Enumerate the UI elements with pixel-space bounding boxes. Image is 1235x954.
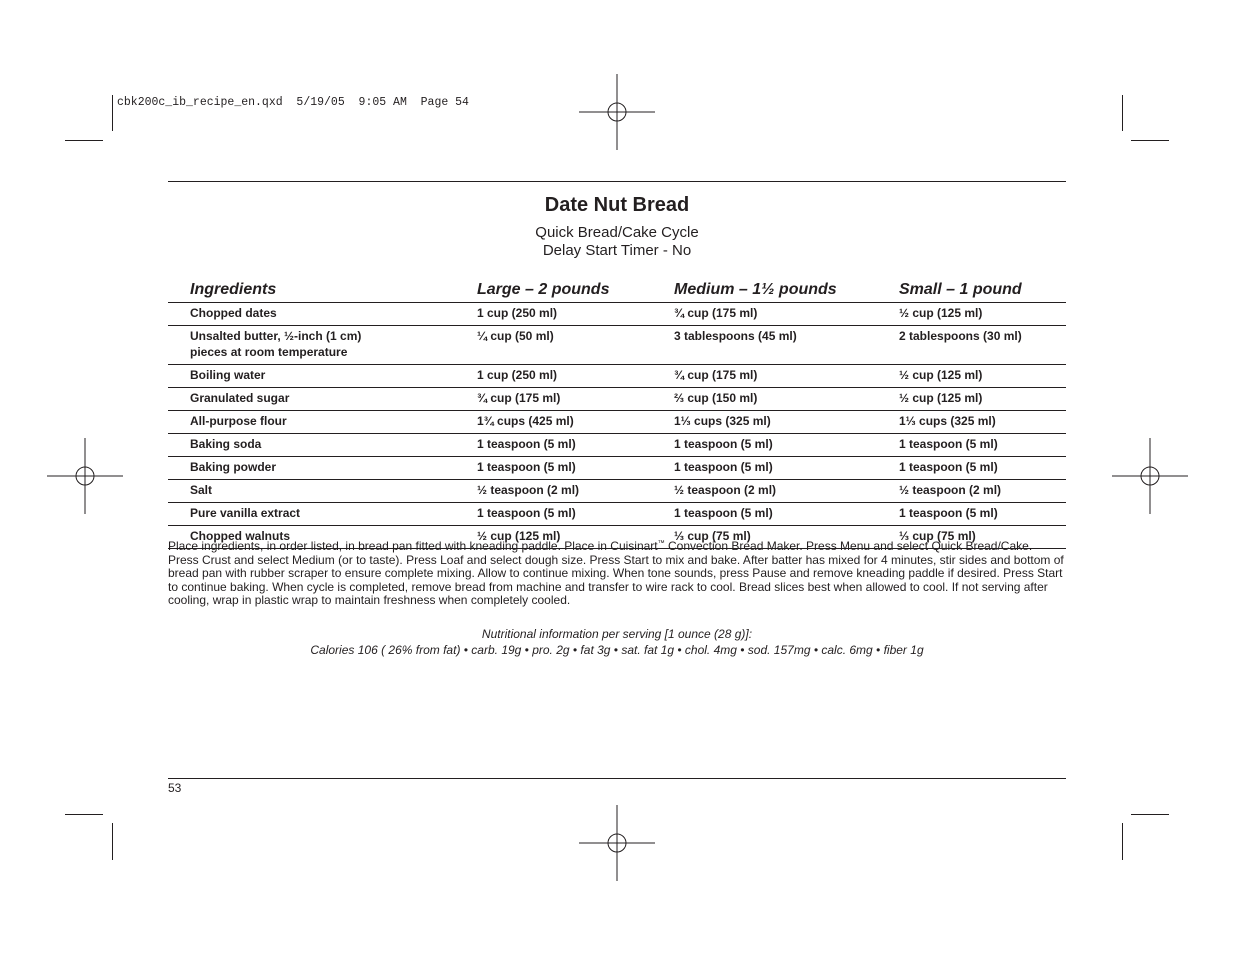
registration-mark-bottom bbox=[579, 805, 655, 881]
column-header-small: Small – 1 pound bbox=[877, 277, 1066, 303]
amount-medium: ½ teaspoon (2 ml) bbox=[652, 480, 877, 503]
table-header-row bbox=[168, 277, 1066, 303]
table-row bbox=[168, 303, 1066, 326]
table-row bbox=[168, 457, 1066, 480]
amount-large: 1 cup (250 ml) bbox=[455, 303, 652, 326]
amount-medium: 3 tablespoons (45 ml) bbox=[652, 326, 877, 365]
registration-mark-left bbox=[47, 438, 123, 514]
top-rule bbox=[168, 181, 1066, 182]
ingredient-name: Boiling water bbox=[168, 365, 455, 388]
table-row bbox=[168, 503, 1066, 526]
instructions-paragraph bbox=[168, 537, 1066, 608]
amount-medium: ⅓ cup (75 ml) bbox=[652, 526, 877, 549]
recipe-title: Date Nut Bread bbox=[544, 194, 690, 216]
amount-small: ⅓ cup (75 ml) bbox=[877, 526, 1066, 549]
amount-large: ½ teaspoon (2 ml) bbox=[455, 480, 652, 503]
amount-small: ½ teaspoon (2 ml) bbox=[877, 480, 1066, 503]
amount-medium: ⅔ cup (150 ml) bbox=[652, 388, 877, 411]
recipe-cycle: Quick Bread/Cake Cycle bbox=[535, 224, 699, 241]
amount-large: 1 cup (250 ml) bbox=[455, 365, 652, 388]
table-row bbox=[168, 365, 1066, 388]
ingredient-name: All-purpose flour bbox=[168, 411, 455, 434]
amount-medium: 1 teaspoon (5 ml) bbox=[652, 457, 877, 480]
nutrition-values: Calories 106 ( 26% from fat) • carb. 19g • pro. 2g • fat 3g • sat. fat 1g • chol. 4mg • sod. 157mg • calc. 6mg • fiber 1g bbox=[310, 643, 924, 657]
amount-small: ½ cup (125 ml) bbox=[877, 388, 1066, 411]
amount-large: 1 teaspoon (5 ml) bbox=[455, 503, 652, 526]
column-header-large: Large – 2 pounds bbox=[455, 277, 652, 303]
amount-small: ½ cup (125 ml) bbox=[877, 365, 1066, 388]
ingredient-name: Chopped walnuts bbox=[168, 526, 455, 549]
amount-large: 1 teaspoon (5 ml) bbox=[455, 434, 652, 457]
bottom-rule bbox=[168, 778, 1066, 779]
amount-small: 1⅓ cups (325 ml) bbox=[877, 411, 1066, 434]
ingredient-name: Baking powder bbox=[168, 457, 455, 480]
nutrition-serving-info: Nutritional information per serving [1 ounce (28 g)]: bbox=[481, 627, 753, 641]
slug-line: cbk200c_ib_recipe_en.qxd 5/19/05 9:05 AM Page 54 bbox=[117, 96, 469, 109]
amount-medium: 1 teaspoon (5 ml) bbox=[652, 434, 877, 457]
page-number: 53 bbox=[168, 781, 182, 795]
amount-small: 1 teaspoon (5 ml) bbox=[877, 503, 1066, 526]
recipe-delay-timer: Delay Start Timer - No bbox=[542, 242, 692, 259]
ingredient-name: Chopped dates bbox=[168, 303, 455, 326]
table-row bbox=[168, 480, 1066, 503]
table-row bbox=[168, 388, 1066, 411]
trademark-symbol: ™ bbox=[657, 540, 665, 547]
amount-large: ½ cup (125 ml) bbox=[455, 526, 652, 549]
table-row bbox=[168, 326, 1066, 365]
amount-small: 1 teaspoon (5 ml) bbox=[877, 434, 1066, 457]
table-row bbox=[168, 411, 1066, 434]
table-row bbox=[168, 434, 1066, 457]
ingredient-name: Salt bbox=[168, 480, 455, 503]
amount-small: 2 tablespoons (30 ml) bbox=[877, 326, 1066, 365]
amount-large: 1¾ cups (425 ml) bbox=[455, 411, 652, 434]
ingredient-name: Pure vanilla extract bbox=[168, 503, 455, 526]
ingredient-name: Granulated sugar bbox=[168, 388, 455, 411]
amount-small: 1 teaspoon (5 ml) bbox=[877, 457, 1066, 480]
ingredient-name: Baking soda bbox=[168, 434, 455, 457]
amount-medium: ¾ cup (175 ml) bbox=[652, 365, 877, 388]
ingredients-table bbox=[168, 277, 1066, 549]
instructions-text-1: Place ingredients, in order listed, in bread pan fitted with kneading paddle. Place in Cuisinart bbox=[168, 539, 658, 553]
registration-mark-right bbox=[1112, 438, 1188, 514]
amount-large: 1 teaspoon (5 ml) bbox=[455, 457, 652, 480]
amount-small: ½ cup (125 ml) bbox=[877, 303, 1066, 326]
column-header-medium: Medium – 1½ pounds bbox=[652, 277, 877, 303]
registration-mark-top bbox=[579, 74, 655, 150]
column-header-ingredients: Ingredients bbox=[168, 277, 455, 303]
amount-large: ¾ cup (175 ml) bbox=[455, 388, 652, 411]
amount-medium: 1⅓ cups (325 ml) bbox=[652, 411, 877, 434]
amount-medium: 1 teaspoon (5 ml) bbox=[652, 503, 877, 526]
amount-large: ¼ cup (50 ml) bbox=[455, 326, 652, 365]
ingredient-name: Unsalted butter, ½-inch (1 cm) pieces at room temperature bbox=[168, 326, 455, 365]
amount-medium: ¾ cup (175 ml) bbox=[652, 303, 877, 326]
instructions-text-2: Convection Bread Maker. Press Menu and select Quick Bread/Cake. Press Crust and select Medium (or to taste). Press Loaf and select dough size. Press Start to mix and bake. After batter has mixed for 4 minutes, stir sides and bottom of bread pan with rubber scraper to ensure complete mixing. Allow to continue mixing. When tone sounds, press Pause and remove kneading paddle if desired. Press Start to continue baking. When cycle is completed, remove bread from machine and transfer to wire rack to cool. Bread slices best when allowed to cool. If not serving after cooling, wrap in plastic wrap to maintain freshness when completely cooled. bbox=[168, 539, 1064, 607]
